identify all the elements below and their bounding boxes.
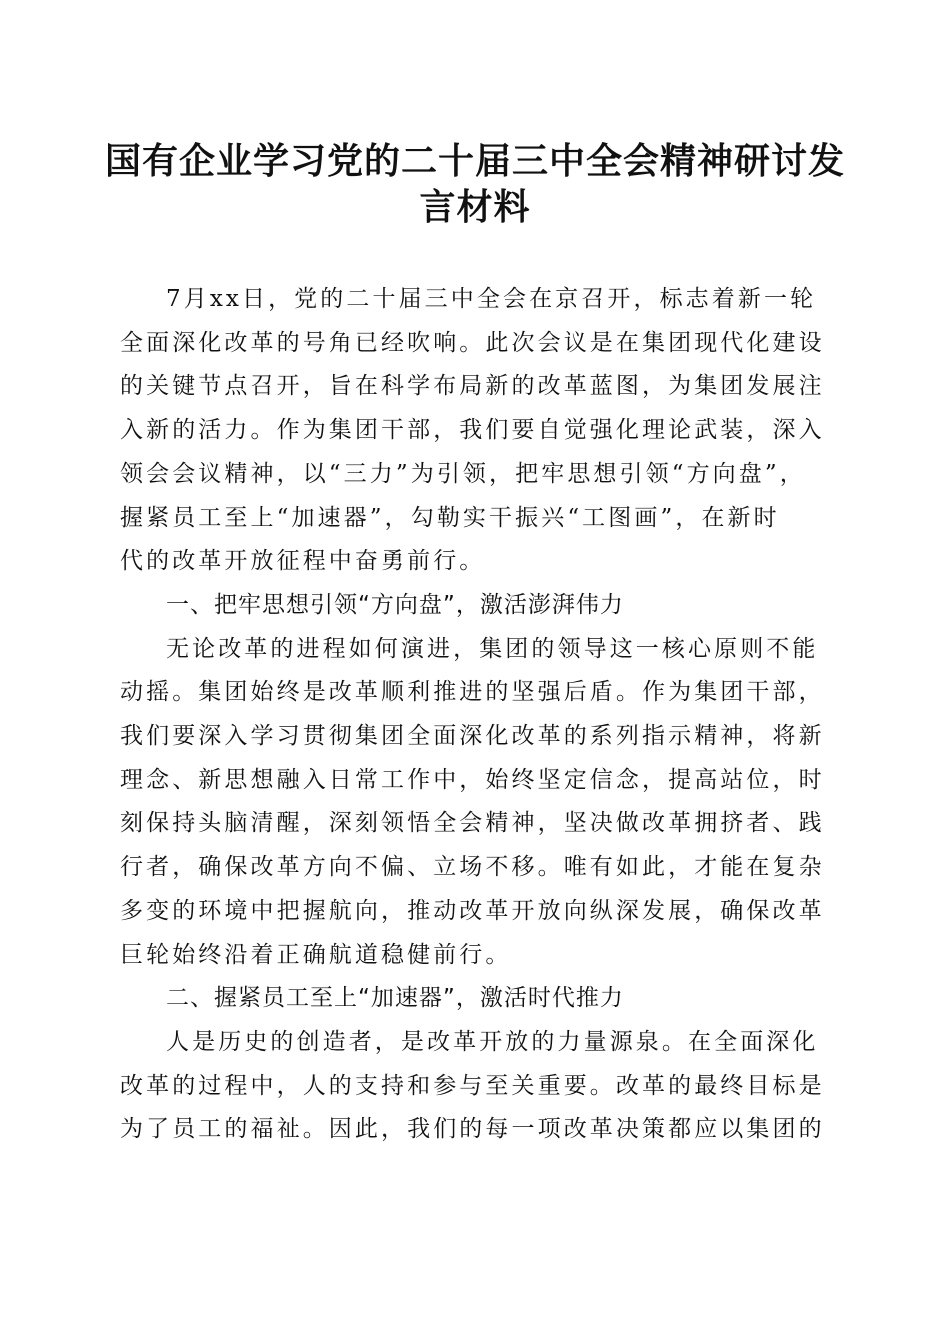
heading-text: 一、把牢思想引领“方向盘”，激活澎湃伟力	[166, 591, 624, 618]
text-line: 多变的环境中把握航向，推动改革开放向纵深发展，确保改革	[120, 897, 825, 924]
text-line: 动摇。集团始终是改革顺利推进的坚强后盾。作为集团干部，	[120, 679, 825, 706]
document-title	[100, 138, 850, 230]
text-line: 全面深化改革的号角已经吹响。此次会议是在集团现代化建设	[120, 329, 825, 356]
heading-text: 二、握紧员工至上“加速器”，激活时代推力	[166, 985, 624, 1012]
text-line: 理念、新思想融入日常工作中，始终坚定信念，提高站位，时	[120, 766, 825, 793]
text-line: 代的改革开放征程中奋勇前行。	[120, 548, 486, 575]
text-line: 人是历史的创造者，是改革开放的力量源泉。在全面深化	[166, 1028, 819, 1055]
section-heading-1	[120, 584, 832, 628]
title-line-1: 国有企业学习党的二十届三中全会精神研讨发	[104, 140, 845, 182]
section-1-paragraph	[120, 628, 832, 978]
text-line: 刻保持头脑清醒，深刻领悟全会精神，坚决做改革拥挤者、践	[120, 810, 825, 837]
text-line: 入新的活力。作为集团干部，我们要自觉强化理论武装，深入	[120, 417, 825, 444]
intro-paragraph	[120, 278, 832, 584]
section-heading-2	[120, 977, 832, 1021]
text-line: 改革的过程中，人的支持和参与至关重要。改革的最终目标是	[120, 1072, 825, 1099]
title-line-2: 言材料	[419, 186, 531, 228]
document-body	[120, 278, 832, 1152]
text-line: 无论改革的进程如何演进，集团的领导这一核心原则不能	[166, 635, 819, 662]
text-line: 握紧员工至上“加速器”，勾勒实干振兴“工图画”，在新时	[120, 504, 780, 531]
text-line: 的关键节点召开，旨在科学布局新的改革蓝图，为集团发展注	[120, 373, 825, 400]
text-line: 巨轮始终沿着正确航道稳健前行。	[120, 941, 512, 968]
section-2-paragraph	[120, 1021, 832, 1152]
text-line: 行者，确保改革方向不偏、立场不移。唯有如此，才能在复杂	[120, 854, 825, 881]
text-line: 为了员工的福祉。因此，我们的每一项改革决策都应以集团的	[120, 1116, 825, 1143]
text-line: 7月xx日，党的二十届三中全会在京召开，标志着新一轮	[166, 286, 817, 312]
text-line: 领会会议精神，以“三力”为引领，把牢思想引领“方向盘”，	[120, 460, 806, 487]
text-line: 我们要深入学习贯彻集团全面深化改革的系列指示精神，将新	[120, 723, 825, 750]
